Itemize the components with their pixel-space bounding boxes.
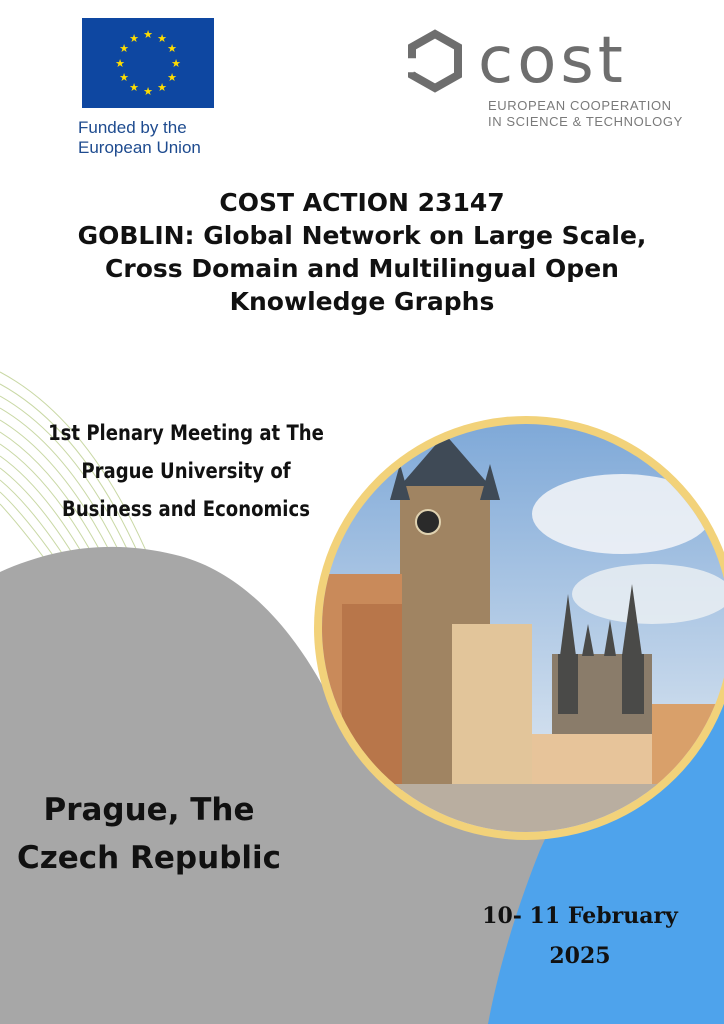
eu-caption-line2: European Union — [78, 138, 201, 157]
eu-caption — [78, 118, 238, 158]
svg-text:★: ★ — [171, 57, 181, 70]
svg-text:★: ★ — [167, 71, 177, 84]
location-line2: Czech Republic — [16, 840, 282, 876]
svg-text:★: ★ — [119, 42, 129, 55]
meeting-line1: 1st Plenary Meeting at The — [48, 421, 324, 445]
title-line2: GOBLIN: Global Network on Large Scale, — [77, 221, 647, 250]
svg-text:★: ★ — [167, 42, 177, 55]
cost-tagline — [488, 98, 702, 130]
svg-text:★: ★ — [143, 85, 153, 98]
eu-flag-icon — [82, 18, 214, 108]
cost-tagline-line1: EUROPEAN COOPERATION — [488, 98, 672, 113]
meeting-line3: Business and Economics — [62, 497, 310, 521]
svg-text:★: ★ — [119, 71, 129, 84]
location-line1: Prague, The — [43, 792, 255, 828]
date-line1: 10- 11 February — [482, 903, 678, 929]
location — [14, 786, 284, 882]
meeting-info — [42, 414, 331, 528]
svg-text:★: ★ — [157, 81, 167, 94]
svg-text:★: ★ — [143, 28, 153, 41]
title-line3: Cross Domain and Multilingual Open — [105, 254, 619, 283]
svg-text:★: ★ — [129, 32, 139, 45]
event-date — [460, 896, 700, 976]
svg-text:★: ★ — [157, 32, 167, 45]
eu-caption-line1: Funded by the — [78, 118, 187, 137]
title-line4: Knowledge Graphs — [229, 287, 495, 316]
cost-wordmark: cost — [478, 24, 627, 98]
action-title — [0, 186, 724, 318]
cost-logo — [402, 24, 702, 130]
svg-text:★: ★ — [129, 81, 139, 94]
title-line1: COST ACTION 23147 — [219, 188, 505, 217]
date-line2: 2025 — [549, 943, 611, 969]
meeting-line2: Prague University of — [81, 459, 291, 483]
cost-tagline-line2: IN SCIENCE & TECHNOLOGY — [488, 114, 683, 129]
prague-photo-frame — [314, 416, 724, 840]
prague-old-town-photo — [322, 424, 724, 832]
cost-hexagon-icon — [402, 28, 468, 94]
svg-text:★: ★ — [115, 57, 125, 70]
eu-logo — [78, 18, 238, 158]
